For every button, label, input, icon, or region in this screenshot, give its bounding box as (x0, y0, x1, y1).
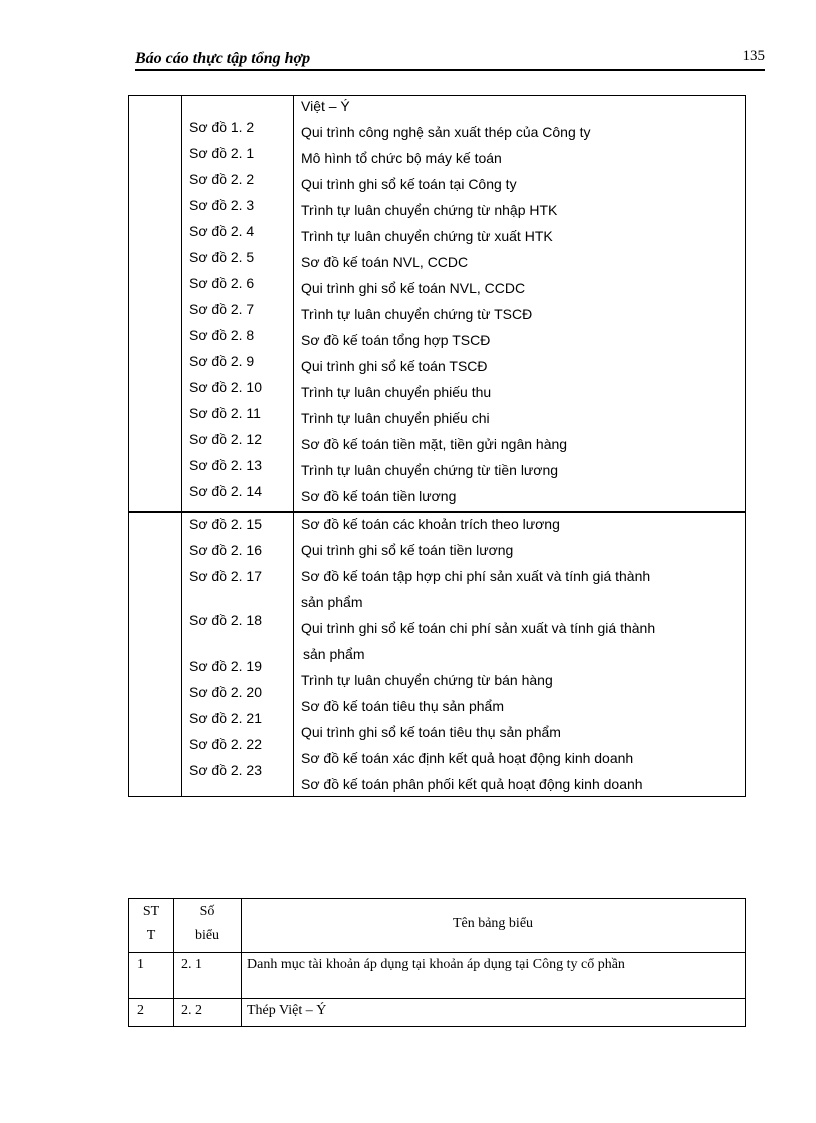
page-header (135, 46, 765, 72)
diagram-name: Qui trình ghi sổ kế toán TSCĐ (301, 358, 488, 374)
diagram-code: Sơ đồ 2. 11 (189, 405, 261, 421)
diagram-code: Sơ đồ 2. 18 (189, 612, 263, 628)
diagram-code: Sơ đồ 2. 2 (189, 171, 255, 187)
header-stt-line1: ST (142, 904, 160, 919)
diagram-code: Sơ đồ 2. 7 (189, 301, 255, 317)
diagram-name: Trình tự luân chuyển chứng từ xuất HTK (301, 228, 553, 244)
row-2-stt: 2 (137, 1003, 144, 1018)
diagram-name: Sơ đồ kế toán xác định kết quả hoạt động kinh doanh (301, 750, 634, 766)
diagram-code: Sơ đồ 2. 13 (189, 457, 263, 473)
diagram-name: Sơ đồ kế toán tập hợp chi phí sản xuất và tính giá thành (301, 568, 651, 584)
diagram-list-table-part1 (128, 95, 746, 512)
column-divider (293, 513, 294, 796)
header-so-line2: biểu (194, 928, 220, 943)
diagram-name: Sơ đồ kế toán tiền lương (301, 488, 457, 504)
diagram-name: Qui trình ghi sổ kế toán chi phí sản xuất và tính giá thành (301, 620, 656, 636)
diagram-code: Sơ đồ 2. 22 (189, 736, 263, 752)
continuation-text: Việt – Ý (301, 98, 350, 114)
header-stt-line2: T (146, 928, 156, 943)
diagram-name: Qui trình ghi sổ kế toán tại Công ty (301, 176, 517, 192)
diagram-name: Trình tự luân chuyển chứng từ TSCĐ (301, 306, 533, 322)
diagram-name: Sơ đồ kế toán tổng hợp TSCĐ (301, 332, 491, 348)
diagram-code: Sơ đồ 2. 9 (189, 353, 255, 369)
diagram-code: Sơ đồ 2. 16 (189, 542, 263, 558)
row-divider (129, 952, 745, 953)
diagram-name: Qui trình công nghệ sản xuất thép của Công ty (301, 124, 591, 140)
diagram-name: Trình tự luân chuyển chứng từ nhập HTK (301, 202, 558, 218)
diagram-code: Sơ đồ 2. 6 (189, 275, 255, 291)
diagram-list-table-part2 (128, 511, 746, 797)
row-2-so: 2. 2 (181, 1003, 202, 1018)
diagram-code: Sơ đồ 2. 23 (189, 762, 263, 778)
page-number: 135 (742, 48, 765, 64)
table-list-table (128, 898, 746, 1027)
row-2-name: Thép Việt – Ý (247, 1003, 327, 1018)
diagram-name: Sơ đồ kế toán tiêu thụ sản phẩm (301, 698, 504, 714)
diagram-code: Sơ đồ 2. 1 (189, 145, 255, 161)
diagram-name: Qui trình ghi sổ kế toán NVL, CCDC (301, 280, 526, 296)
diagram-code: Sơ đồ 2. 12 (189, 431, 263, 447)
diagram-name: Sơ đồ kế toán phân phối kết quả hoạt động kinh doanh (301, 776, 643, 792)
column-divider (181, 96, 182, 511)
diagram-name: Sơ đồ kế toán tiền mặt, tiền gửi ngân hàng (301, 436, 568, 452)
diagram-code: Sơ đồ 2. 17 (189, 568, 263, 584)
header-so-line1: Số (199, 904, 215, 919)
diagram-code: Sơ đồ 1. 2 (189, 119, 255, 135)
header-name: Tên bảng biểu (452, 916, 534, 931)
diagram-name: Sơ đồ kế toán các khoản trích theo lương (301, 516, 560, 532)
row-1-so: 2. 1 (181, 957, 202, 972)
diagram-name-continuation: sản phẩm (303, 646, 365, 662)
diagram-name: Qui trình ghi sổ kế toán tiền lương (301, 542, 514, 558)
row-1-stt: 1 (137, 957, 144, 972)
row-divider (129, 998, 745, 999)
diagram-name: Qui trình ghi sổ kế toán tiêu thụ sản phẩm (301, 724, 561, 740)
diagram-code: Sơ đồ 2. 15 (189, 516, 263, 532)
row-1-name: Danh mục tài khoản áp dụng tại khoản áp dụng tại Công ty cổ phần (247, 957, 625, 972)
diagram-code: Sơ đồ 2. 4 (189, 223, 255, 239)
column-divider (181, 513, 182, 796)
diagram-code: Sơ đồ 2. 10 (189, 379, 263, 395)
diagram-code: Sơ đồ 2. 14 (189, 483, 263, 499)
diagram-code: Sơ đồ 2. 8 (189, 327, 255, 343)
diagram-name: Mô hình tổ chức bộ máy kế toán (301, 150, 502, 166)
diagram-name: Trình tự luân chuyển chứng từ bán hàng (301, 672, 553, 688)
diagram-code: Sơ đồ 2. 19 (189, 658, 263, 674)
diagram-name: Trình tự luân chuyển phiếu chi (301, 410, 490, 426)
diagram-code: Sơ đồ 2. 21 (189, 710, 263, 726)
diagram-name-continuation: sản phẩm (301, 594, 363, 610)
diagram-name: Sơ đồ kế toán NVL, CCDC (301, 254, 469, 270)
diagram-name: Trình tự luân chuyển phiếu thu (301, 384, 492, 400)
diagram-code: Sơ đồ 2. 3 (189, 197, 255, 213)
header-divider (135, 69, 765, 71)
diagram-name: Trình tự luân chuyển chứng từ tiền lương (301, 462, 559, 478)
diagram-code: Sơ đồ 2. 20 (189, 684, 263, 700)
report-title: Báo cáo thực tập tổng hợp (135, 50, 311, 67)
diagram-code: Sơ đồ 2. 5 (189, 249, 255, 265)
column-divider (293, 96, 294, 511)
